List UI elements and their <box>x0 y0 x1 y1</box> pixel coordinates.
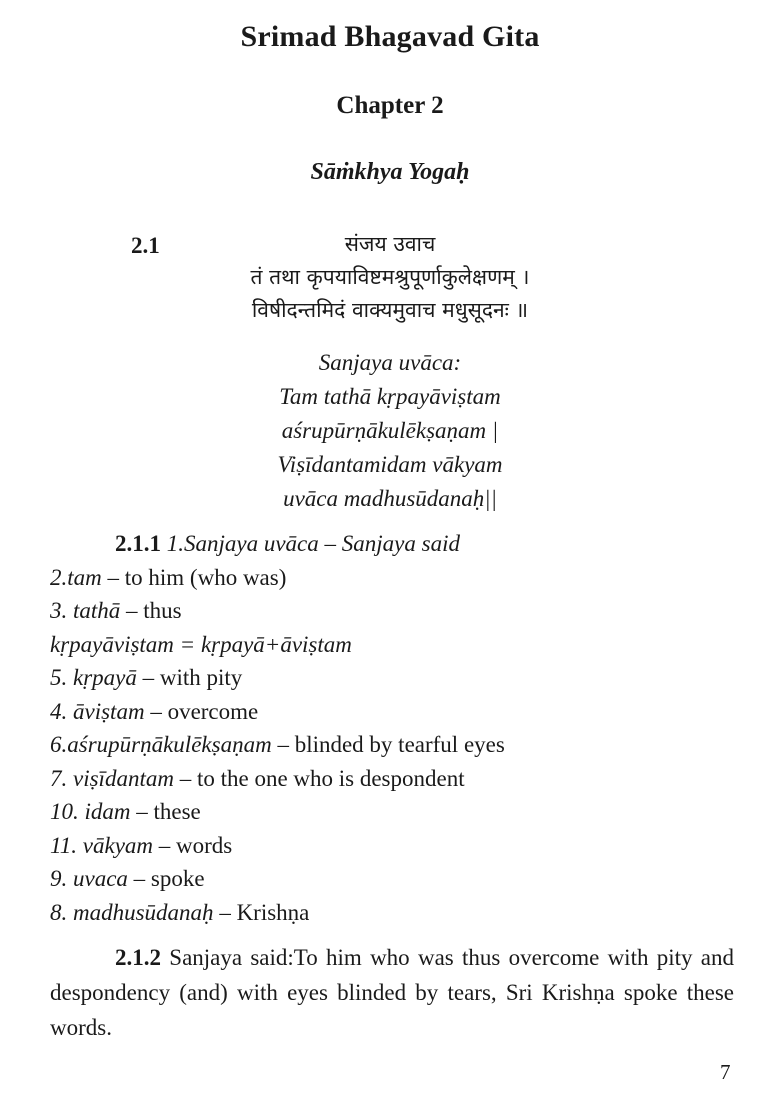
section-number: 2.1.1 <box>115 531 161 556</box>
word-meaning: – spoke <box>127 866 205 891</box>
word-meaning: – thus <box>120 598 182 623</box>
word-term: 5. kṛpayā <box>50 665 137 690</box>
word-term: 3. tathā <box>50 598 121 623</box>
chapter-heading: Chapter 2 <box>336 92 444 119</box>
word-meaning-item <box>50 896 750 930</box>
word-meaning-item <box>50 561 750 595</box>
word-meaning-item <box>50 795 750 829</box>
word-meanings <box>50 527 750 929</box>
word-meaning: – to the one who is despondent <box>173 765 465 791</box>
sanskrit-line: संजय उवाच <box>344 232 436 256</box>
transliteration-line: Viṣīdantamidam vākyam <box>277 452 503 477</box>
sanskrit-line: तं तथा कृपयाविष्टमश्रुपूर्णाकुलेक्षणम् । <box>250 265 530 289</box>
word-meaning-item <box>50 862 750 896</box>
word-meaning: – these <box>130 799 201 824</box>
word-meaning-item <box>50 728 750 762</box>
word-meaning-item <box>50 695 750 729</box>
word-term: 1.Sanjaya uvāca – Sanjaya said <box>166 531 460 556</box>
word-term: 2.tam <box>50 564 102 590</box>
word-term: 6.aśrupūrṇākulēkṣaṇam <box>50 732 272 757</box>
word-meaning-item <box>50 829 750 863</box>
verse-summary <box>50 940 734 1045</box>
word-term: 7. viṣīdantam <box>50 765 174 791</box>
word-meaning: – with pity <box>136 665 243 690</box>
word-meaning-item <box>50 594 750 628</box>
word-meaning-item <box>50 628 750 662</box>
word-meaning: – blinded by tearful eyes <box>271 732 505 757</box>
word-meaning: – to him (who was) <box>101 564 287 590</box>
word-term: 9. uvaca <box>50 866 128 891</box>
sanskrit-line: विषीदन्तमिदं वाक्यमुवाच मधुसूदनः ॥ <box>251 298 529 322</box>
transliteration-line: Sanjaya uvāca: <box>318 350 462 375</box>
transliteration-line: Tam tathā kṛpayāviṣtam <box>279 384 501 409</box>
word-meaning: – overcome <box>144 698 259 724</box>
summary-text: Sanjaya said:To him who was thus overcome with pity and despondency (and) with eyes blinded by tears, Sri Krishṇa spoke these words. <box>50 945 734 1040</box>
section-number: 2.1.2 <box>115 945 161 970</box>
word-term: kṛpayāviṣtam = kṛpayā+āviṣtam <box>50 631 352 657</box>
word-meaning-item <box>50 661 750 695</box>
verse-number: 2.1 <box>131 233 160 258</box>
chapter-subtitle: Sāṁkhya Yogaḥ <box>310 159 470 185</box>
word-term: 10. idam <box>50 799 131 824</box>
page-number: 7 <box>720 1060 731 1084</box>
word-meanings-heading <box>50 527 750 561</box>
word-meaning-item <box>50 762 750 796</box>
transliteration-line: aśrupūrṇākulēkṣaṇam | <box>281 418 499 443</box>
word-meaning: – words <box>153 832 233 858</box>
word-term: 8. madhusūdanaḥ <box>50 899 214 925</box>
word-term: 11. vākyam <box>50 832 154 858</box>
transliteration-block <box>0 346 780 516</box>
word-meaning: – Krishṇa <box>213 899 310 925</box>
book-title: Srimad Bhagavad Gita <box>240 20 540 53</box>
word-term: 4. āviṣtam <box>50 698 145 724</box>
transliteration-line: uvāca madhusūdanaḥ|| <box>283 486 497 511</box>
sanskrit-verse <box>180 228 600 327</box>
